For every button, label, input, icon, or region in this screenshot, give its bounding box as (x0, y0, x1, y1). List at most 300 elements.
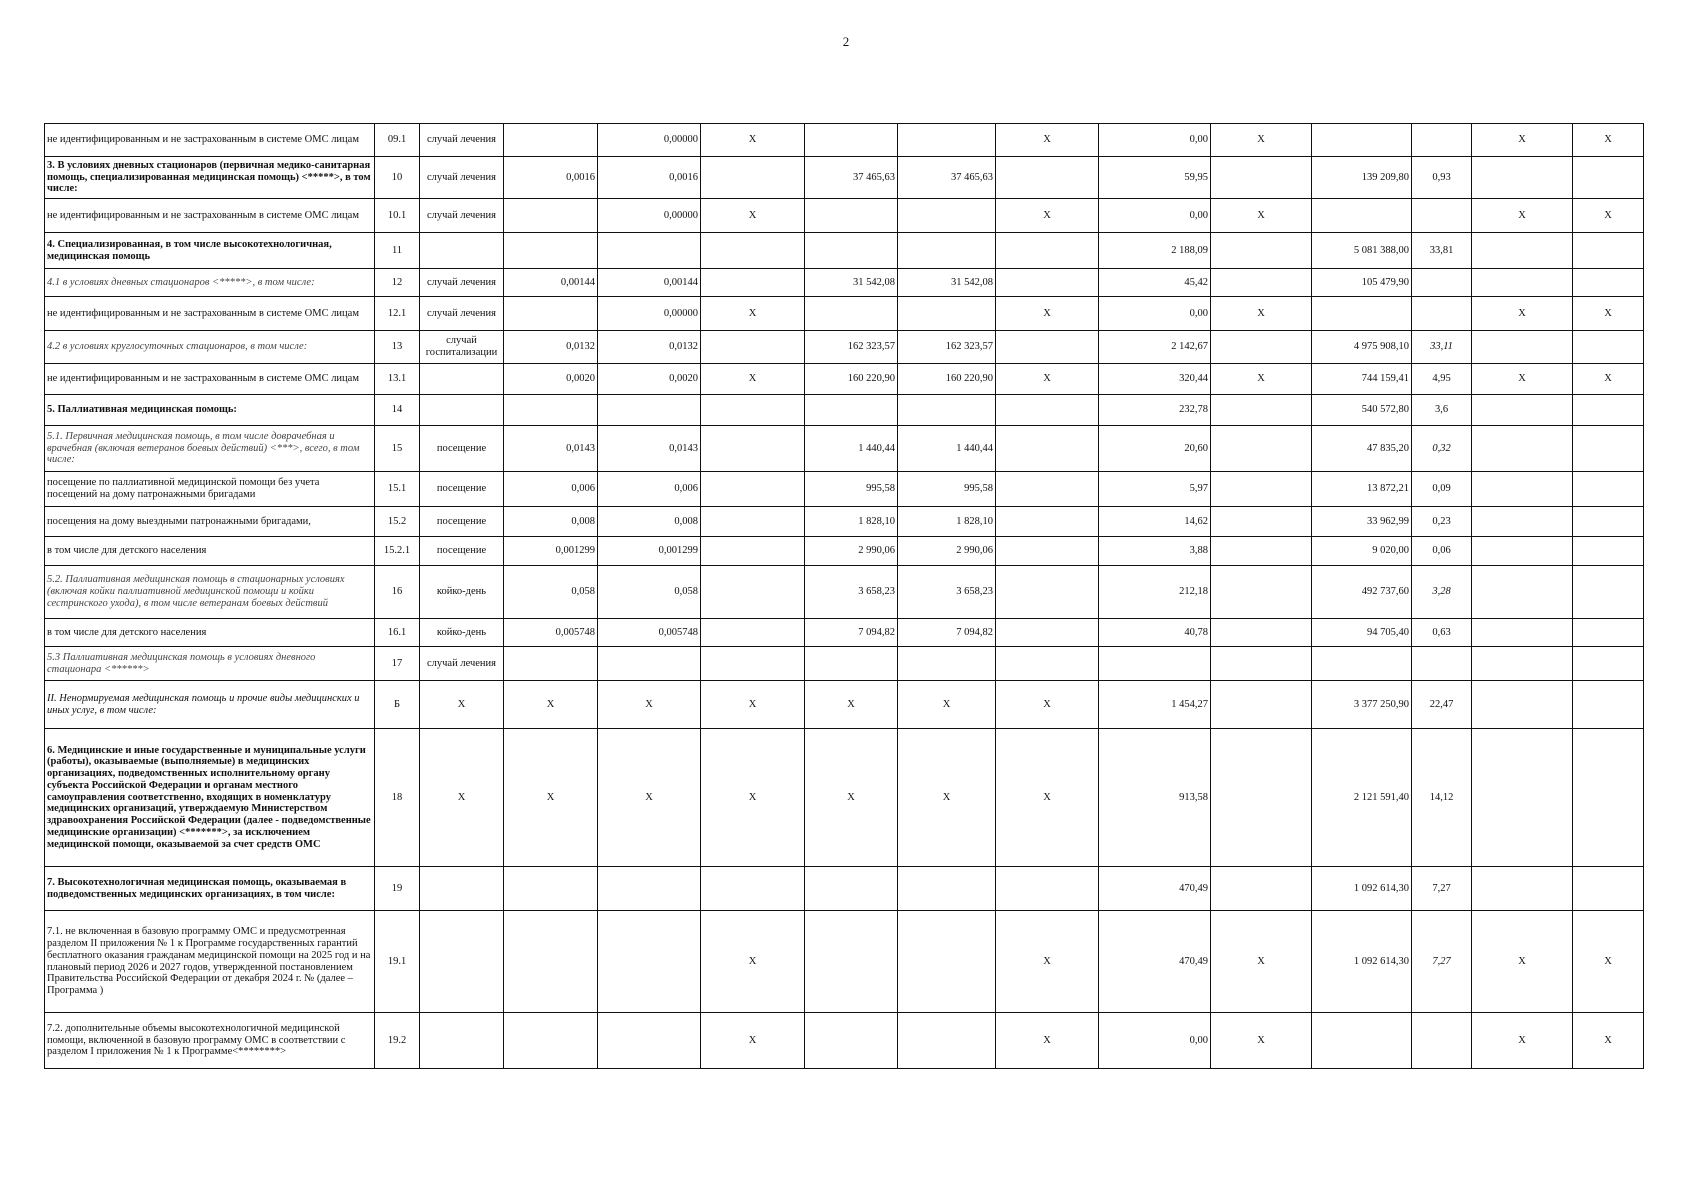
row-cell: 0,00 (1099, 297, 1211, 331)
row-cell: 20,60 (1099, 426, 1211, 472)
row-cell: X (701, 199, 805, 233)
row-cell (1472, 867, 1573, 911)
row-cell (996, 537, 1099, 566)
row-cell: 37 465,63 (805, 157, 898, 199)
table-row (45, 867, 1644, 911)
row-unit (420, 395, 504, 426)
row-cell (898, 911, 996, 1013)
row-cell: 0,00000 (598, 124, 701, 157)
row-cell: 1 092 614,30 (1312, 911, 1412, 1013)
row-cell (1472, 507, 1573, 537)
row-unit: койко-день (420, 566, 504, 619)
row-cell: 0,00000 (598, 199, 701, 233)
row-cell (701, 507, 805, 537)
row-cell: 33,11 (1412, 331, 1472, 364)
row-cell (1211, 647, 1312, 681)
row-code: 11 (375, 233, 420, 269)
row-cell: 4,95 (1412, 364, 1472, 395)
table-body (45, 124, 1644, 1069)
row-cell: 0,0143 (598, 426, 701, 472)
row-cell (1211, 867, 1312, 911)
row-unit: случай госпитализации (420, 331, 504, 364)
row-cell (1573, 269, 1644, 297)
row-cell: 33 962,99 (1312, 507, 1412, 537)
row-cell: X (701, 911, 805, 1013)
row-cell (1573, 867, 1644, 911)
row-name: 4.1 в условиях дневных стационаров <*****>, в том числе: (45, 269, 375, 297)
row-cell: X (504, 729, 598, 867)
row-cell (1472, 331, 1573, 364)
row-cell: X (898, 681, 996, 729)
row-cell: X (996, 1013, 1099, 1069)
row-cell: 31 542,08 (898, 269, 996, 297)
row-cell: 1 440,44 (805, 426, 898, 472)
row-code: 16 (375, 566, 420, 619)
row-code: 19.2 (375, 1013, 420, 1069)
row-cell: 1 828,10 (898, 507, 996, 537)
row-cell (504, 395, 598, 426)
row-cell (1472, 729, 1573, 867)
row-cell: X (701, 124, 805, 157)
row-cell (1573, 233, 1644, 269)
row-cell: 0,006 (598, 472, 701, 507)
row-cell: 0,00 (1099, 124, 1211, 157)
row-code: 12 (375, 269, 420, 297)
row-unit: посещение (420, 507, 504, 537)
row-cell (1211, 331, 1312, 364)
row-cell (1412, 647, 1472, 681)
row-cell: X (1573, 297, 1644, 331)
row-cell (701, 566, 805, 619)
row-cell (1211, 472, 1312, 507)
row-code: 19.1 (375, 911, 420, 1013)
row-cell: X (1211, 124, 1312, 157)
row-cell (996, 233, 1099, 269)
row-code: 17 (375, 647, 420, 681)
row-name: в том числе для детского населения (45, 537, 375, 566)
row-cell: 913,58 (1099, 729, 1211, 867)
row-cell: 470,49 (1099, 867, 1211, 911)
row-cell (898, 1013, 996, 1069)
row-cell: X (996, 681, 1099, 729)
row-unit: посещение (420, 472, 504, 507)
row-cell (898, 233, 996, 269)
row-cell: 160 220,90 (805, 364, 898, 395)
row-cell: 162 323,57 (805, 331, 898, 364)
row-unit: посещение (420, 537, 504, 566)
row-cell (598, 395, 701, 426)
row-name: 7.1. не включенная в базовую программу ОМС и предусмотренная разделом II приложения № 1 к Программе государственных гарантий бесплатного оказания гражданам медицинской помощи на 2025 год и на плановый период 2026 и 2027 годов, утвержденной постановлением Правительства Российской Федерации от декабря 2024 г. № (далее – Программа ) (45, 911, 375, 1013)
row-cell: 0,008 (504, 507, 598, 537)
row-cell (701, 426, 805, 472)
row-cell: 37 465,63 (898, 157, 996, 199)
row-cell: 0,0132 (504, 331, 598, 364)
row-cell (1211, 426, 1312, 472)
row-code: 12.1 (375, 297, 420, 331)
table-row (45, 647, 1644, 681)
row-name: 5.3 Паллиативная медицинская помощь в условиях дневного стационара <******> (45, 647, 375, 681)
row-cell: 0,63 (1412, 619, 1472, 647)
row-cell: 0,0020 (504, 364, 598, 395)
table-row (45, 297, 1644, 331)
row-cell (1472, 157, 1573, 199)
row-cell (1211, 269, 1312, 297)
row-cell (805, 911, 898, 1013)
row-name: посещения на дому выездными патронажными бригадами, (45, 507, 375, 537)
row-cell (1573, 619, 1644, 647)
row-cell: 5 081 388,00 (1312, 233, 1412, 269)
row-cell (805, 124, 898, 157)
row-cell: 31 542,08 (805, 269, 898, 297)
row-cell (701, 395, 805, 426)
row-cell: 2 188,09 (1099, 233, 1211, 269)
row-cell: X (1211, 199, 1312, 233)
row-cell: X (1211, 1013, 1312, 1069)
table-row (45, 729, 1644, 867)
row-cell (1573, 647, 1644, 681)
row-cell: X (598, 729, 701, 867)
row-cell: 2 142,67 (1099, 331, 1211, 364)
row-cell (898, 647, 996, 681)
row-cell: 7 094,82 (805, 619, 898, 647)
row-cell (1573, 729, 1644, 867)
row-cell: 0,09 (1412, 472, 1472, 507)
row-cell (1573, 472, 1644, 507)
row-name: не идентифицированным и не застрахованным в системе ОМС лицам (45, 199, 375, 233)
row-name: 6. Медицинские и иные государственные и муниципальные услуги (работы), оказываемые (выполняемые) в медицинских организациях, подведомственных исполнительному органу субъекта Российской Федерации и органам местного самоуправления соответственно, входящих в номенклатуру медицинских организаций, утверждаемую Министерством здравоохранения Российской Федерации (далее - подведомственные медицинские организации) <*******>, за исключением медицинской помощи, оказываемой за счет средств ОМС (45, 729, 375, 867)
row-cell (996, 269, 1099, 297)
row-cell (701, 472, 805, 507)
table-row (45, 566, 1644, 619)
row-cell (1472, 472, 1573, 507)
table-row (45, 537, 1644, 566)
row-cell (1312, 1013, 1412, 1069)
row-cell (898, 395, 996, 426)
row-cell: 212,18 (1099, 566, 1211, 619)
row-cell: 0,058 (598, 566, 701, 619)
table-row (45, 681, 1644, 729)
row-cell (898, 867, 996, 911)
row-cell (701, 867, 805, 911)
row-code: 16.1 (375, 619, 420, 647)
row-cell: X (996, 911, 1099, 1013)
row-cell (1412, 297, 1472, 331)
row-cell: 2 121 591,40 (1312, 729, 1412, 867)
row-cell: X (701, 364, 805, 395)
row-code: 15.2 (375, 507, 420, 537)
row-cell (504, 911, 598, 1013)
financing-table (44, 123, 1644, 1069)
row-cell: X (701, 729, 805, 867)
row-code: 09.1 (375, 124, 420, 157)
row-cell: X (1211, 297, 1312, 331)
row-cell (1412, 269, 1472, 297)
row-cell: 5,97 (1099, 472, 1211, 507)
row-unit (420, 1013, 504, 1069)
row-name: 5. Паллиативная медицинская помощь: (45, 395, 375, 426)
row-cell: X (1573, 199, 1644, 233)
row-cell: 0,006 (504, 472, 598, 507)
row-cell: 540 572,80 (1312, 395, 1412, 426)
row-cell (805, 647, 898, 681)
row-cell: 0,0020 (598, 364, 701, 395)
row-cell (805, 395, 898, 426)
row-cell (1472, 233, 1573, 269)
table-row (45, 199, 1644, 233)
row-cell (598, 867, 701, 911)
table-row (45, 507, 1644, 537)
row-cell: 0,00000 (598, 297, 701, 331)
row-cell (996, 619, 1099, 647)
row-cell (805, 199, 898, 233)
row-cell: X (805, 729, 898, 867)
row-cell: X (504, 681, 598, 729)
table-row (45, 395, 1644, 426)
row-cell: 0,005748 (504, 619, 598, 647)
row-code: 13 (375, 331, 420, 364)
row-cell: X (996, 364, 1099, 395)
row-cell: 470,49 (1099, 911, 1211, 1013)
row-name: 3. В условиях дневных стационаров (первичная медико-санитарная помощь, специализированная медицинская помощь) <*****>, в том числе: (45, 157, 375, 199)
row-cell (1211, 507, 1312, 537)
row-cell (996, 157, 1099, 199)
row-cell (1573, 157, 1644, 199)
row-name: не идентифицированным и не застрахованным в системе ОМС лицам (45, 124, 375, 157)
row-cell: 2 990,06 (898, 537, 996, 566)
row-cell (701, 233, 805, 269)
row-unit: случай лечения (420, 157, 504, 199)
row-cell (805, 1013, 898, 1069)
row-cell: 0,93 (1412, 157, 1472, 199)
row-name: 7.2. дополнительные объемы высокотехнологичной медицинской помощи, включенной в базовую программу ОМС в соответствии с разделом I приложения № 1 к Программе<********> (45, 1013, 375, 1069)
row-cell: X (996, 729, 1099, 867)
row-cell (1211, 233, 1312, 269)
row-cell (996, 647, 1099, 681)
row-cell (598, 1013, 701, 1069)
row-cell: 94 705,40 (1312, 619, 1412, 647)
row-cell: 0,0016 (504, 157, 598, 199)
row-cell (504, 124, 598, 157)
row-cell (1211, 566, 1312, 619)
row-cell: 40,78 (1099, 619, 1211, 647)
row-cell: X (1573, 1013, 1644, 1069)
row-cell: 22,47 (1412, 681, 1472, 729)
row-cell (1472, 537, 1573, 566)
row-cell (1211, 157, 1312, 199)
row-cell: 492 737,60 (1312, 566, 1412, 619)
row-cell (1412, 1013, 1472, 1069)
row-cell: 1 454,27 (1099, 681, 1211, 729)
row-cell: 0,32 (1412, 426, 1472, 472)
row-cell (1312, 647, 1412, 681)
row-cell: 1 092 614,30 (1312, 867, 1412, 911)
row-cell (1412, 124, 1472, 157)
row-cell: X (701, 681, 805, 729)
row-cell (898, 199, 996, 233)
row-cell: X (1472, 1013, 1573, 1069)
row-code: 19 (375, 867, 420, 911)
row-name: не идентифицированным и не застрахованным в системе ОМС лицам (45, 297, 375, 331)
row-unit: койко-день (420, 619, 504, 647)
row-name: в том числе для детского населения (45, 619, 375, 647)
row-cell (1211, 537, 1312, 566)
row-cell: 995,58 (898, 472, 996, 507)
row-cell: 3 658,23 (805, 566, 898, 619)
row-code: 18 (375, 729, 420, 867)
row-cell: 0,005748 (598, 619, 701, 647)
row-cell (1573, 331, 1644, 364)
row-cell (1472, 426, 1573, 472)
row-cell: 13 872,21 (1312, 472, 1412, 507)
row-cell: X (1573, 124, 1644, 157)
table-row (45, 472, 1644, 507)
row-code: 15.1 (375, 472, 420, 507)
row-cell: 744 159,41 (1312, 364, 1412, 395)
row-cell (701, 647, 805, 681)
row-cell (1211, 681, 1312, 729)
table-row (45, 157, 1644, 199)
row-code: 10.1 (375, 199, 420, 233)
row-name: не идентифицированным и не застрахованным в системе ОМС лицам (45, 364, 375, 395)
table-row (45, 911, 1644, 1013)
row-cell: X (1472, 911, 1573, 1013)
row-cell: 0,0143 (504, 426, 598, 472)
row-cell: 0,001299 (598, 537, 701, 566)
row-cell (1312, 199, 1412, 233)
row-cell (805, 297, 898, 331)
row-cell (996, 566, 1099, 619)
table-row (45, 331, 1644, 364)
row-cell: 3,28 (1412, 566, 1472, 619)
row-cell: 0,00 (1099, 199, 1211, 233)
row-cell: 105 479,90 (1312, 269, 1412, 297)
row-cell (1573, 395, 1644, 426)
row-cell (1472, 566, 1573, 619)
row-cell (996, 395, 1099, 426)
row-unit: случай лечения (420, 297, 504, 331)
row-cell: 4 975 908,10 (1312, 331, 1412, 364)
row-cell (598, 233, 701, 269)
table-row (45, 124, 1644, 157)
row-name: 5.1. Первичная медицинская помощь, в том числе доврачебная и врачебная (включая ветеранов боевых действий) <***>, всего, в том числе: (45, 426, 375, 472)
row-cell: 7 094,82 (898, 619, 996, 647)
row-cell: X (1472, 124, 1573, 157)
row-cell: X (996, 199, 1099, 233)
row-cell (701, 269, 805, 297)
row-cell: 0,00 (1099, 1013, 1211, 1069)
row-cell (598, 647, 701, 681)
row-cell: 14,12 (1412, 729, 1472, 867)
row-cell (996, 426, 1099, 472)
row-cell: X (1472, 364, 1573, 395)
row-cell: 7,27 (1412, 867, 1472, 911)
row-cell: 59,95 (1099, 157, 1211, 199)
row-cell: 0,008 (598, 507, 701, 537)
row-cell: 3,6 (1412, 395, 1472, 426)
row-cell (898, 124, 996, 157)
row-cell (1312, 297, 1412, 331)
page-number: 2 (842, 34, 850, 49)
row-cell: 0,0132 (598, 331, 701, 364)
row-cell: 14,62 (1099, 507, 1211, 537)
row-cell: X (1472, 199, 1573, 233)
row-cell: 45,42 (1099, 269, 1211, 297)
row-cell: 0,00144 (504, 269, 598, 297)
row-cell: 3 658,23 (898, 566, 996, 619)
row-cell: 995,58 (805, 472, 898, 507)
row-cell: X (1211, 911, 1312, 1013)
row-unit: X (420, 681, 504, 729)
row-cell (898, 297, 996, 331)
row-name: 7. Высокотехнологичная медицинская помощь, оказываемая в подведомственных медицинских организациях, в том числе: (45, 867, 375, 911)
row-cell (1412, 199, 1472, 233)
row-cell (1573, 507, 1644, 537)
row-cell: X (1573, 911, 1644, 1013)
row-code: 15.2.1 (375, 537, 420, 566)
row-unit (420, 233, 504, 269)
table-row (45, 364, 1644, 395)
row-cell: 0,001299 (504, 537, 598, 566)
row-code: 15 (375, 426, 420, 472)
row-cell (1211, 619, 1312, 647)
row-cell (1573, 537, 1644, 566)
row-code: 13.1 (375, 364, 420, 395)
row-cell: 232,78 (1099, 395, 1211, 426)
row-cell: X (1472, 297, 1573, 331)
row-cell (701, 331, 805, 364)
row-cell (996, 331, 1099, 364)
row-cell (1573, 681, 1644, 729)
row-cell (1211, 395, 1312, 426)
row-cell (1211, 729, 1312, 867)
row-cell (996, 867, 1099, 911)
row-cell: 1 440,44 (898, 426, 996, 472)
row-cell: 320,44 (1099, 364, 1211, 395)
row-cell: 0,00144 (598, 269, 701, 297)
row-cell (504, 233, 598, 269)
row-unit (420, 911, 504, 1013)
row-cell (504, 1013, 598, 1069)
row-cell (805, 867, 898, 911)
row-unit: посещение (420, 426, 504, 472)
table-row (45, 1013, 1644, 1069)
row-name: 4.2 в условиях круглосуточных стационаров, в том числе: (45, 331, 375, 364)
row-cell: 7,27 (1412, 911, 1472, 1013)
row-cell: 3 377 250,90 (1312, 681, 1412, 729)
row-cell (701, 537, 805, 566)
row-cell (701, 619, 805, 647)
row-name: 5.2. Паллиативная медицинская помощь в стационарных условиях (включая койки паллиативной медицинской помощи и койки сестринского ухода), в том числе ветеранам боевых действий (45, 566, 375, 619)
row-unit: случай лечения (420, 269, 504, 297)
row-cell (805, 233, 898, 269)
row-cell: 0,06 (1412, 537, 1472, 566)
row-cell: 160 220,90 (898, 364, 996, 395)
row-cell: X (996, 124, 1099, 157)
row-cell: X (1573, 364, 1644, 395)
row-cell (504, 867, 598, 911)
row-cell: X (1211, 364, 1312, 395)
row-cell (504, 297, 598, 331)
row-cell: 0,23 (1412, 507, 1472, 537)
row-cell: X (898, 729, 996, 867)
row-cell: 2 990,06 (805, 537, 898, 566)
table-row (45, 426, 1644, 472)
row-name: 4. Специализированная, в том числе высокотехнологичная, медицинская помощь (45, 233, 375, 269)
row-unit: случай лечения (420, 199, 504, 233)
row-cell (504, 647, 598, 681)
row-cell: X (598, 681, 701, 729)
row-cell (1099, 647, 1211, 681)
